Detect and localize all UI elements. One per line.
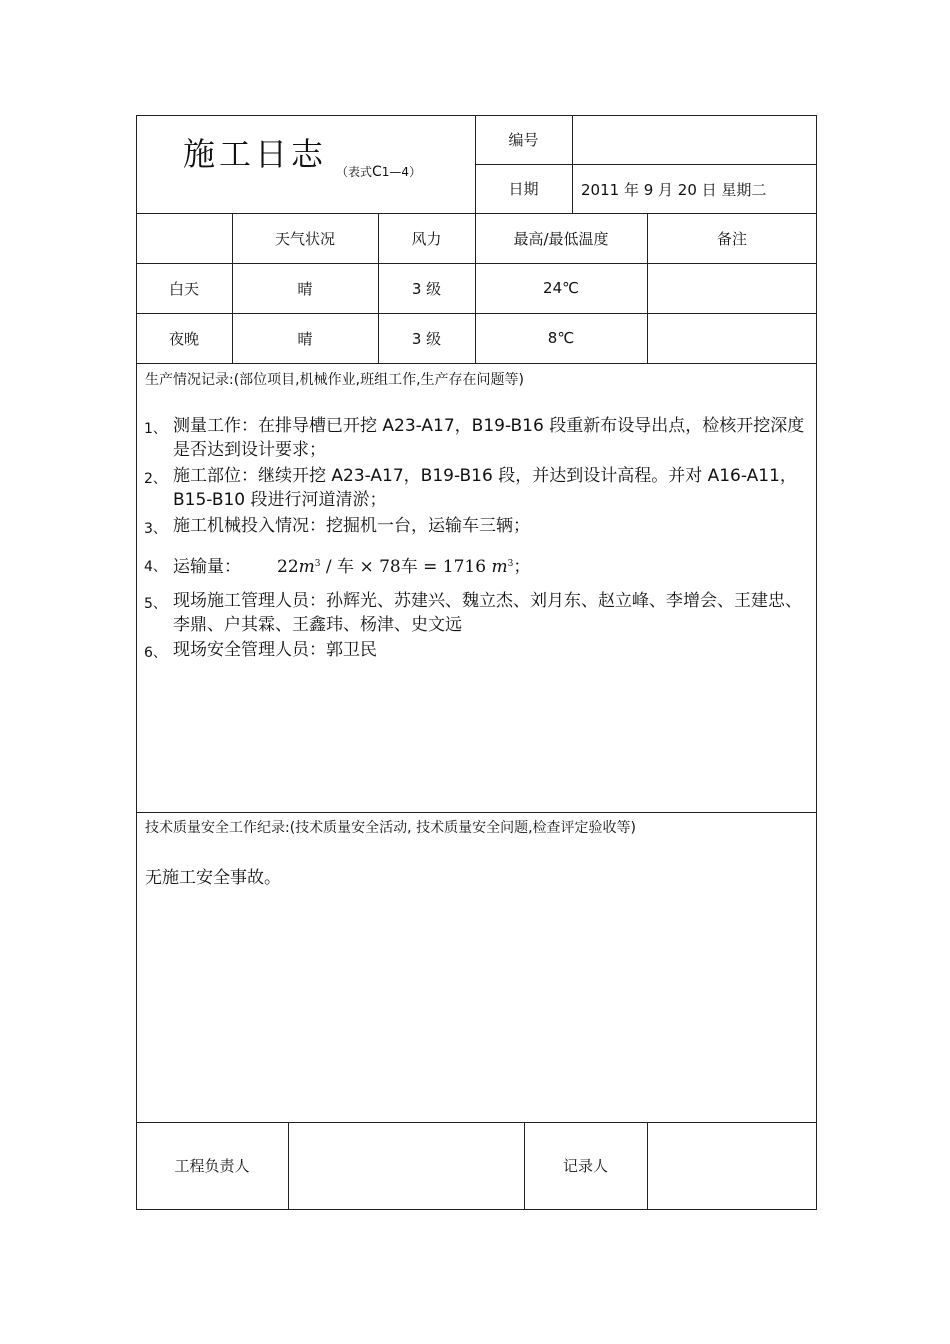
weather-day-note xyxy=(647,263,817,313)
number-label: 编号 xyxy=(508,131,539,149)
production-item-3 xyxy=(144,514,808,538)
recorder-label: 记录人 xyxy=(562,1157,608,1175)
transport-label: 运输量： xyxy=(173,557,241,577)
item-number: 5、 xyxy=(144,596,167,612)
quality-statement: 无施工安全事故。 xyxy=(145,868,281,888)
weather-header-wind: 风力 xyxy=(411,229,442,248)
construction-log-form xyxy=(136,115,817,1210)
manager-label: 工程负责人 xyxy=(174,1157,250,1175)
item-text: 施工部位：继续开挖 A23-A17，B19-B16 段，并达到设计高程。并对 A16-A11，B15-B10 段进行河道清淤； xyxy=(173,466,797,510)
production-item-5 xyxy=(144,589,808,637)
border-bottom xyxy=(136,1209,817,1210)
item-number: 3、 xyxy=(144,521,167,537)
production-section-title: 生产情况记录:(部位项目,机械作业,班组工作,生产存在问题等) xyxy=(145,372,524,388)
item-number: 2、 xyxy=(144,471,167,487)
weather-day-period: 白天 xyxy=(168,279,199,298)
weather-header-temperature: 最高/最低温度 xyxy=(513,229,609,248)
item-text xyxy=(173,552,808,579)
production-item-6 xyxy=(144,638,808,662)
weather-night-note xyxy=(647,313,817,363)
date-label: 日期 xyxy=(508,180,539,198)
weather-header-note: 备注 xyxy=(716,229,747,248)
weather-night-wind: 3 级 xyxy=(411,329,442,348)
weather-header-condition: 天气状况 xyxy=(274,229,335,248)
rule-production-bottom xyxy=(136,812,817,813)
weather-day-condition: 晴 xyxy=(297,279,313,298)
production-item-1 xyxy=(144,414,808,462)
document-title: 施工日志 xyxy=(183,135,328,173)
item-text: 现场施工管理人员：孙辉光、苏建兴、魏立杰、刘月东、赵立峰、李增会、王建忠、李鼎、户其霖、王鑫玮、杨津、史文远 xyxy=(173,591,802,635)
item-number: 6、 xyxy=(144,645,167,661)
item-number: 1、 xyxy=(144,421,167,437)
production-item-2 xyxy=(144,464,808,512)
number-value xyxy=(572,115,817,164)
weather-day-temperature: 24℃ xyxy=(543,279,579,297)
weather-night-period: 夜晚 xyxy=(168,329,199,348)
form-code: （表式C1—4） xyxy=(336,164,422,180)
transport-formula: $22m^3$ / 车 × 78车 = 1716 $m^3$； xyxy=(277,557,531,577)
item-text: 测量工作：在排导槽已开挖 A23-A17，B19-B16 段重新布设导出点，检核开挖深度是否达到设计要求； xyxy=(173,416,805,460)
weather-night-temperature: 8℃ xyxy=(547,329,575,347)
weather-night-condition: 晴 xyxy=(297,329,313,348)
manager-signature-field[interactable] xyxy=(288,1122,524,1209)
weather-day-wind: 3 级 xyxy=(411,279,442,298)
item-text: 施工机械投入情况：挖掘机一台，运输车三辆； xyxy=(173,516,530,536)
item-number: 4、 xyxy=(144,559,167,575)
recorder-signature-field[interactable] xyxy=(647,1122,817,1209)
item-text: 现场安全管理人员：郭卫民 xyxy=(173,640,377,660)
date-value: 2011 年 9 月 20 日 星期二 xyxy=(581,181,767,199)
weather-header-blank xyxy=(136,213,232,263)
quality-section-title: 技术质量安全工作纪录:(技术质量安全活动, 技术质量安全问题,检查评定验收等) xyxy=(145,820,636,836)
production-item-4 xyxy=(144,552,808,579)
rule-weather-night xyxy=(136,363,817,364)
